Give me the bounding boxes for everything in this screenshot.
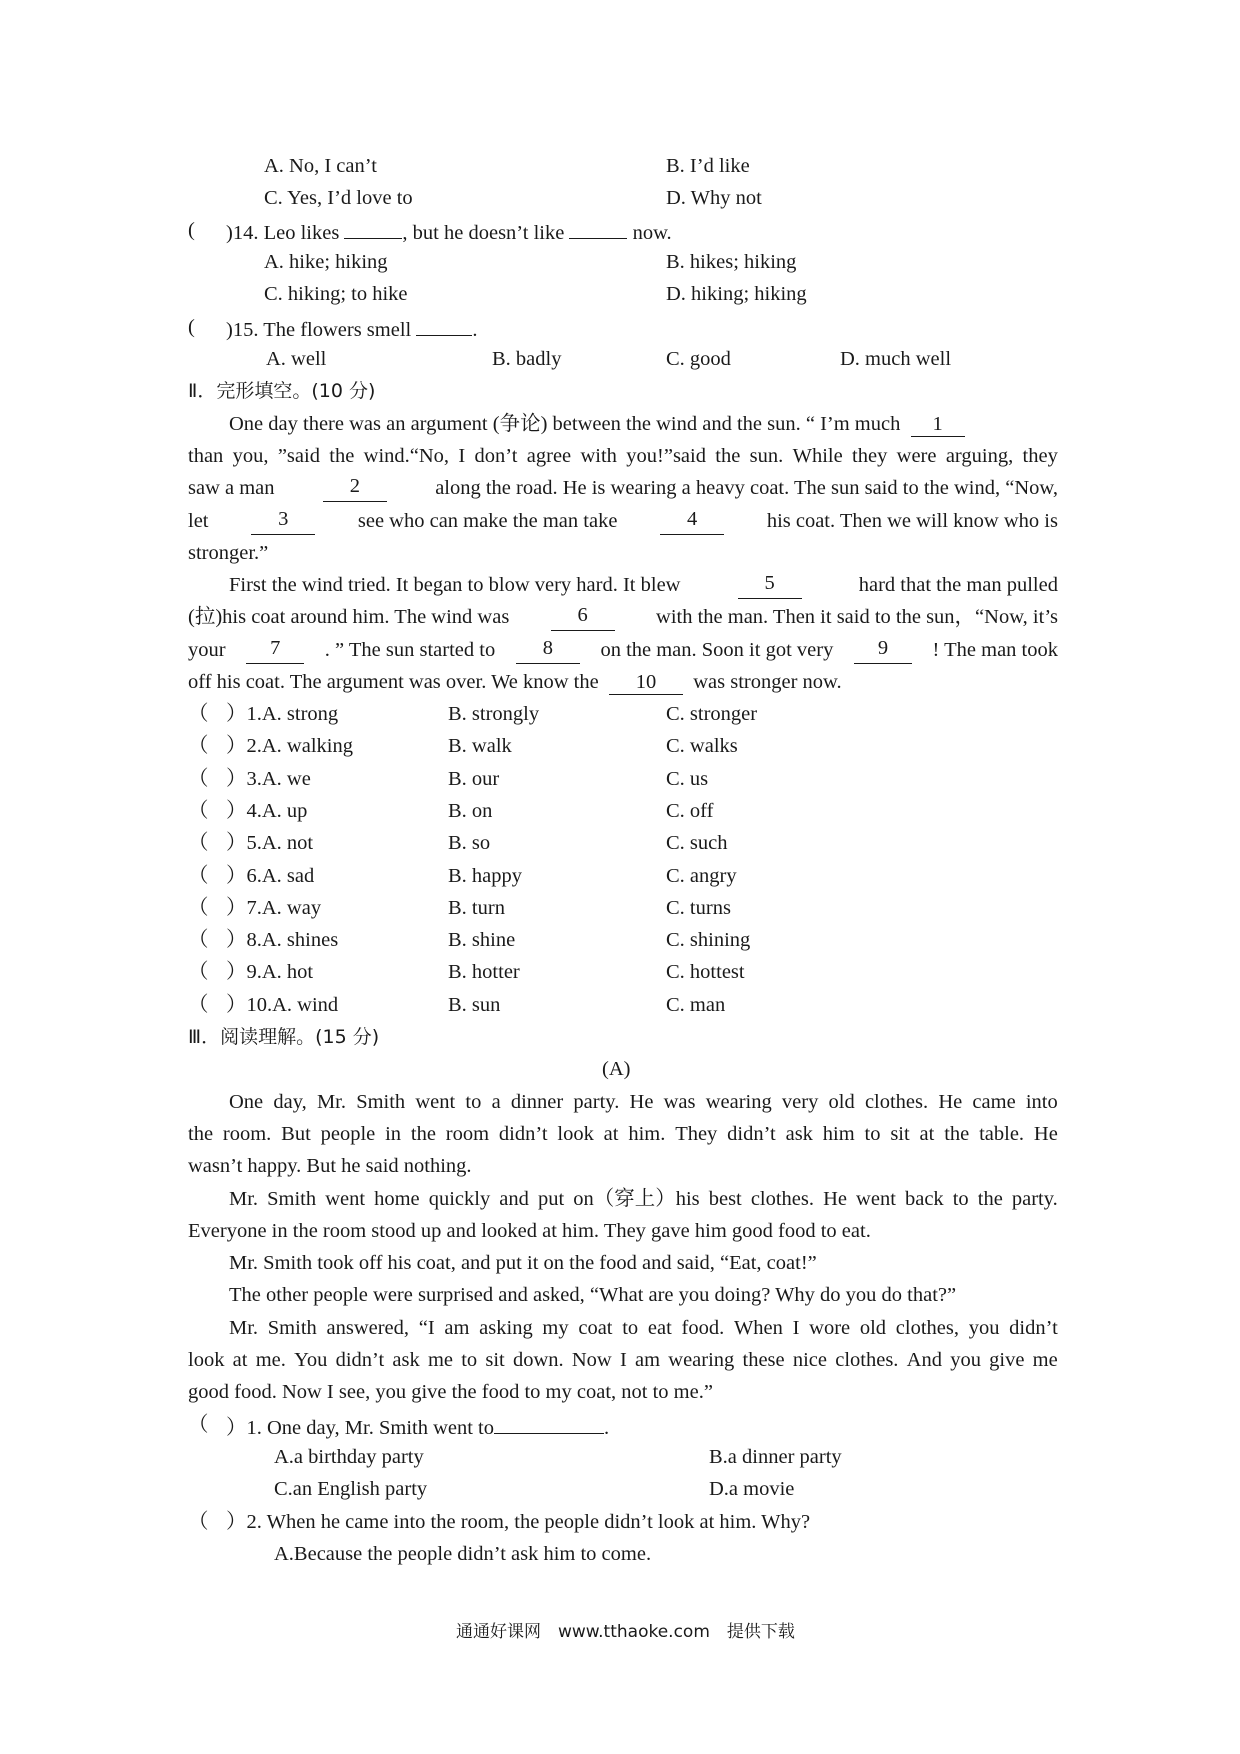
cloze-q-option-a: ）10.A. wind [226,994,339,1016]
passage-word: room. [222,1123,272,1145]
passage-word: went [415,1091,456,1113]
passage-word: you [950,1349,981,1371]
cloze-q-option-b: B. sun [448,994,501,1016]
cloze-word: I [458,445,466,467]
cloze-blank-4: 4 [660,507,724,535]
section-2-title: Ⅱ．完形填空。(10 分) [188,380,376,402]
q14-stem: )14. Leo likes , but he doesn’t like now. [226,216,672,244]
passage-word: these [742,1349,785,1371]
passage-word: “I [418,1317,435,1339]
cloze-q-option-c: C. walks [666,735,738,757]
passage-word: the [188,1123,214,1145]
passage-line [229,1314,1058,1342]
passage-word: old [828,1091,855,1113]
cloze-q-paren: （ [188,929,209,951]
cloze-q-option-c: C. us [666,768,709,790]
passage-word: me [1032,1349,1058,1371]
cloze-line-6: First the wind tried. It began to blow very hard. It blew 5 hard that the man pulled [229,571,1058,599]
passage-word: best [708,1188,742,1210]
q15-option-b: B. badly [492,348,562,370]
passage-word: day, [273,1091,307,1113]
cloze-word: the [329,445,355,467]
q14-blank-2 [569,216,627,239]
passage-word: wearing [668,1349,735,1371]
reading-q1-option-a: A.a birthday party [274,1446,424,1468]
passage-word: didn’t [727,1123,776,1145]
passage-word: sit [485,1349,505,1371]
passage-word: to [952,1188,969,1210]
passage-word: But [281,1123,311,1145]
reading-q2-paren: （ [188,1511,209,1533]
cloze-word: you, [232,445,269,467]
passage-word: old [859,1317,887,1339]
passage-word: ask [785,1123,813,1145]
passage-word: When [733,1317,783,1339]
passage-word: ask [392,1349,420,1371]
passage-line: wasn’t happy. But he said nothing. [188,1155,472,1177]
q13-option-d: D. Why not [666,187,762,209]
passage-line: good food. Now I see, you give the food to my coat, not to me.” [188,1381,713,1403]
q14-paren: ( [188,219,195,241]
passage-word: at [919,1123,935,1145]
q15-option-d: D. much well [840,348,952,370]
passage-word: sit [890,1123,910,1145]
passage-line [188,1346,1058,1374]
q14-blank-1 [344,216,402,239]
cloze-line-3: saw a man 2 along the road. He is wearing a heavy coat. The sun said to the wind, “Now, [188,474,1058,502]
cloze-line-9: off his coat. The argument was over. We know the 10 was stronger now. [188,671,842,693]
q14-option-b: B. hikes; hiking [666,251,797,273]
passage-word: look [188,1349,225,1371]
cloze-q-option-a: ）6.A. sad [226,865,315,887]
passage-word: back [904,1188,944,1210]
reading-q1-blank [494,1411,604,1434]
passage-word: didn’t [335,1349,385,1371]
passage-word: Smith [267,1317,317,1339]
cloze-blank-8: 8 [516,636,580,664]
passage-word: food. [681,1317,725,1339]
passage-word: the [977,1188,1003,1210]
cloze-q-option-a: ）9.A. hot [226,961,314,983]
passage-word: to [465,1091,482,1113]
cloze-blank-10: 10 [609,670,683,695]
q15-paren: ( [188,316,195,338]
cloze-word: wind.“No, [363,445,450,467]
cloze-q-option-b: B. walk [448,735,512,757]
cloze-q-option-a: ）5.A. not [226,832,314,854]
passage-word: coat [578,1317,613,1339]
cloze-q-option-b: B. our [448,768,500,790]
q15-option-c: C. good [666,348,731,370]
q13-option-c: C. Yes, I’d love to [264,187,413,209]
cloze-q-option-a: ）7.A. way [226,897,322,919]
passage-word: in [385,1123,402,1145]
cloze-line-8: your 7 . ” The sun started to 8 on the man. Soon it got very 9 ! The man took [188,636,1058,664]
passage-word: home [374,1188,420,1210]
cloze-line-7: (拉)his coat around him. The wind was 6 with the man. Then it said to the sun，“Now, it’s [188,603,1058,631]
passage-word: to [461,1349,478,1371]
passage-word: my [542,1317,569,1339]
cloze-q-paren: （ [188,800,209,822]
cloze-line-2 [188,442,1058,470]
cloze-word: arguing, [945,445,1014,467]
passage-word: came [972,1091,1016,1113]
cloze-blank-9: 9 [854,636,912,664]
passage-word: Mr. [229,1188,259,1210]
cloze-q-option-c: C. man [666,994,726,1016]
passage-word: people [320,1123,376,1145]
passage-word: went [325,1188,366,1210]
q14-option-d: D. hiking; hiking [666,283,807,305]
cloze-word: they [852,445,888,467]
passage-word: and [499,1188,529,1210]
cloze-blank-3: 3 [251,507,315,535]
passage-word: the [944,1123,970,1145]
cloze-q-option-b: B. turn [448,897,505,919]
passage-word: Smith [267,1188,317,1210]
passage-word: And [906,1349,942,1371]
passage-word: to [864,1123,881,1145]
passage-word: You [294,1349,328,1371]
passage-word: clothes. [864,1091,929,1113]
q15-stem: )15. The flowers smell . [226,313,477,341]
cloze-q-option-a: ）4.A. up [226,800,308,822]
passage-word: room [445,1123,490,1145]
cloze-q-option-c: C. such [666,832,728,854]
passage-word: He [629,1091,654,1113]
passage-word: clothes, [895,1317,959,1339]
cloze-q-option-c: C. off [666,800,714,822]
cloze-q-option-a: ）3.A. we [226,768,311,790]
cloze-q-option-a: ）8.A. shines [226,929,339,951]
passage-word: him [822,1123,855,1145]
passage-word: into [1025,1091,1058,1113]
cloze-q-option-b: B. happy [448,865,523,887]
passage-word: at [603,1123,619,1145]
cloze-blank-7: 7 [246,636,304,664]
passage-line: Mr. Smith took off his coat, and put it on the food and said, “Eat, coat!” [229,1252,817,1274]
passage-word: the [410,1123,436,1145]
cloze-blank-1: 1 [911,412,965,437]
passage-word: asking [479,1317,533,1339]
passage-line: Everyone in the room stood up and looked at him. They gave him good food to eat. [188,1220,871,1242]
passage-word: party. [1011,1188,1058,1210]
passage-word: wearing [705,1091,772,1113]
cloze-blank-2: 2 [323,474,387,502]
cloze-word: agree [526,445,572,467]
passage-word: am [444,1317,470,1339]
cloze-word: the [715,445,741,467]
passage-word: Smith [356,1091,406,1113]
passage-word: give [989,1349,1025,1371]
passage-word: dinner [510,1091,564,1113]
cloze-word: sun. [749,445,784,467]
reading-q1-stem: ）1. One day, Mr. Smith went to . [226,1411,609,1439]
q15-blank [416,313,472,336]
cloze-q-option-b: B. hotter [448,961,520,983]
cloze-q-option-a: ）2.A. walking [226,735,353,757]
passage-word: party. [573,1091,620,1113]
cloze-q-option-c: C. turns [666,897,731,919]
passage-word: I [619,1349,627,1371]
cloze-q-option-b: B. on [448,800,493,822]
passage-word: Mr. [229,1317,259,1339]
cloze-q-paren: （ [188,961,209,983]
passage-word: I [792,1317,800,1339]
passage-word: quickly [428,1188,491,1210]
cloze-word: While [792,445,843,467]
passage-label: (A) [602,1058,631,1080]
cloze-line-5: stronger.” [188,542,269,564]
cloze-q-paren: （ [188,735,209,757]
passage-word: He [938,1091,963,1113]
passage-word: wore [809,1317,851,1339]
cloze-q-paren: （ [188,832,209,854]
passage-word: was [663,1091,696,1113]
passage-word: went [856,1188,896,1210]
passage-word: didn’t [1009,1317,1058,1339]
passage-word: put [537,1188,565,1210]
q13-option-b: B. I’d like [666,155,750,177]
section-3-title: Ⅲ．阅读理解。(15 分) [188,1026,380,1048]
passage-word: very [781,1091,819,1113]
passage-word: Now [571,1349,612,1371]
cloze-line-1: One day there was an argument (争论) between the wind and the sun. “ I’m much 1 [229,410,965,438]
passage-word: He [1033,1123,1058,1145]
cloze-blank-5: 5 [738,571,802,599]
passage-word: to [622,1317,639,1339]
q13-option-a: A. No, I can’t [264,155,377,177]
passage-word: am [635,1349,661,1371]
q14-option-c: C. hiking; to hike [264,283,408,305]
passage-word: Mr. [316,1091,346,1113]
passage-line [229,1088,1058,1116]
reading-q1-paren: （ [188,1414,209,1436]
passage-word: table. [979,1123,1025,1145]
passage-word: clothes. [750,1188,815,1210]
passage-word: clothes. [835,1349,899,1371]
cloze-word: don’t [474,445,518,467]
cloze-blank-6: 6 [551,603,615,631]
cloze-word: than [188,445,224,467]
cloze-q-option-b: B. so [448,832,491,854]
reading-q2-stem: ）2. When he came into the room, the people didn’t look at him. Why? [226,1511,811,1533]
passage-line [229,1185,1058,1213]
cloze-line-4: let 3 see who can make the man take 4 his coat. Then we will know who is [188,507,1058,535]
reading-q1-option-d: D.a movie [709,1478,795,1500]
cloze-q-paren: （ [188,897,209,919]
passage-word: down. [512,1349,564,1371]
page-footer: 通通好课网 www.tthaoke.com 提供下载 [456,1622,795,1642]
cloze-q-option-c: C. angry [666,865,737,887]
passage-word: me. [255,1349,286,1371]
cloze-q-paren: （ [188,994,209,1016]
passage-word: look [557,1123,594,1145]
cloze-q-option-c: C. stronger [666,703,758,725]
passage-word: They [675,1123,718,1145]
cloze-q-option-b: B. shine [448,929,516,951]
cloze-word: were [896,445,937,467]
cloze-word: they [1022,445,1058,467]
passage-word: a [491,1091,501,1113]
cloze-q-option-c: C. hottest [666,961,745,983]
passage-word: didn’t [498,1123,548,1145]
cloze-word: with [580,445,617,467]
q15-option-a: A. well [266,348,327,370]
passage-word: on（穿上）his [573,1188,700,1210]
passage-line [188,1120,1058,1148]
passage-word: me [427,1349,453,1371]
cloze-q-option-c: C. shining [666,929,751,951]
passage-word: answered, [326,1317,410,1339]
reading-q1-option-b: B.a dinner party [709,1446,842,1468]
passage-word: eat [647,1317,672,1339]
cloze-q-paren: （ [188,865,209,887]
cloze-q-option-b: B. strongly [448,703,540,725]
cloze-q-paren: （ [188,768,209,790]
passage-word: you [968,1317,1000,1339]
reading-q2-option-a: A.Because the people didn’t ask him to come. [274,1543,652,1565]
reading-q1-option-c: C.an English party [274,1478,428,1500]
passage-word: One [229,1091,264,1113]
cloze-q-option-a: ）1.A. strong [226,703,339,725]
passage-word: He [823,1188,847,1210]
cloze-word: you!”said [626,445,706,467]
cloze-word: ”said [277,445,320,467]
passage-line: The other people were surprised and asked, “What are you doing? Why do you do that?” [229,1284,957,1306]
cloze-q-paren: （ [188,703,209,725]
passage-word: at [232,1349,248,1371]
q14-option-a: A. hike; hiking [264,251,388,273]
passage-word: him. [628,1123,666,1145]
passage-word: nice [792,1349,828,1371]
